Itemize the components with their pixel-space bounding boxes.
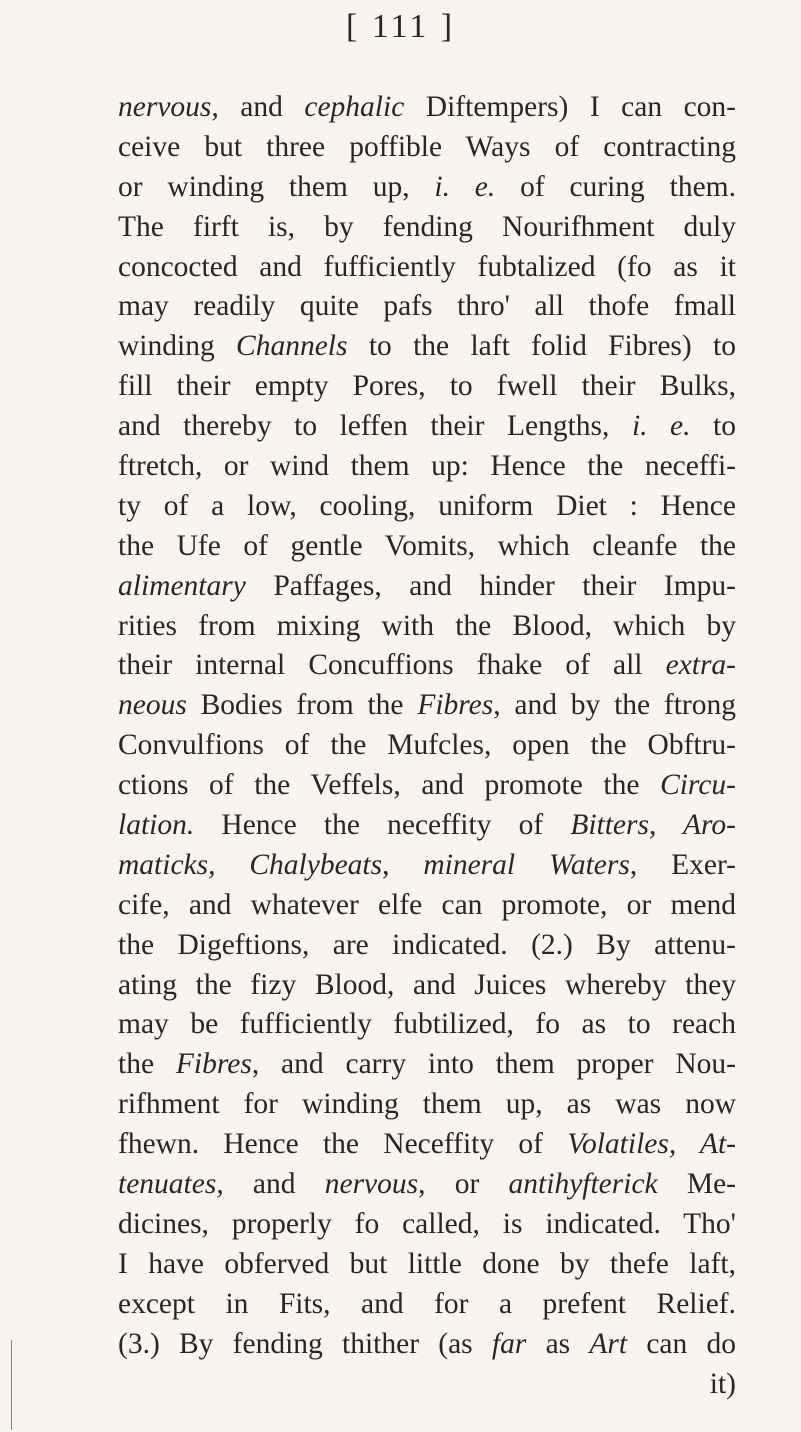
text-span: ctions of the Veffels, and promote the [118, 769, 661, 802]
text-line [118, 726, 736, 766]
italic-text: Circu- [660, 769, 736, 802]
text-span: ty of a low, cooling, uniform Diet : Hence [118, 489, 736, 522]
text-span: ceive but three poffible Ways of contracting [118, 130, 736, 163]
italic-text: lation. [118, 809, 195, 842]
text-line [118, 1285, 736, 1325]
text-span: as [526, 1327, 590, 1360]
italic-text: Art [589, 1327, 628, 1360]
text-span: Paffages, and hinder their Impu- [245, 569, 736, 602]
text-span: and [240, 91, 305, 123]
text-span: and thereby to leffen their Lengths, [118, 410, 632, 443]
text-span: winding [118, 330, 237, 363]
text-span: , Exer- [629, 848, 737, 881]
text-span: fhewn. Hence the Neceffity of [118, 1128, 568, 1161]
italic-text: i. e. [434, 170, 496, 203]
text-line [118, 607, 736, 647]
text-span: may be fufficiently fubtilized, fo as to reach [118, 1008, 736, 1041]
text-span: may readily quite pafs thro' all thofe fmall [118, 290, 736, 323]
text-span: except in Fits, and for a prefent Relief. [118, 1287, 736, 1320]
italic-text: antihyfterick [508, 1168, 658, 1201]
italic-text: nervous [324, 1168, 419, 1201]
text-span: rities from mixing with the Blood, which by [118, 609, 736, 642]
text-span: ating the fizy Blood, and Juices whereby they [118, 968, 736, 1001]
text-line [118, 1205, 736, 1245]
text-line [118, 846, 736, 886]
text-line [118, 128, 736, 168]
text-line [118, 527, 736, 567]
text-line [118, 447, 736, 487]
text-span: of curing them. [495, 170, 736, 203]
text-span: cife, and whatever elfe can promote, or mend [118, 888, 736, 921]
text-line [118, 1125, 736, 1165]
italic-text: alimentary [118, 569, 246, 602]
text-span: their internal Concuffions fhake of all [118, 649, 666, 682]
italic-text: i. e. [631, 410, 691, 443]
italic-text: nervous, [118, 91, 241, 123]
italic-text: Bitters, Aro- [570, 809, 736, 842]
text-span: Diftempers) I can con- [404, 91, 737, 123]
body-text [118, 88, 736, 1404]
text-line [118, 966, 736, 1006]
text-line [118, 766, 736, 806]
italic-text: mineral Waters [423, 848, 630, 881]
text-line [118, 1325, 736, 1365]
page-number: [ 111 ] [345, 8, 456, 45]
margin-rule [11, 1340, 12, 1430]
text-line [118, 1085, 736, 1125]
text-span: Hence the neceffity of [194, 809, 571, 842]
text-line [118, 806, 736, 846]
text-span: The firft is, by fending Nourifhment duly [118, 210, 736, 243]
text-line [118, 1005, 736, 1045]
text-line [118, 208, 736, 248]
text-span: the Digeftions, are indicated. (2.) By attenu- [118, 928, 736, 961]
italic-text: Fibres [417, 689, 494, 722]
text-span: or winding them up, [118, 170, 435, 203]
text-span: Me- [657, 1168, 737, 1201]
text-line [118, 886, 736, 926]
text-line [118, 1245, 736, 1285]
text-span: , and [216, 1168, 325, 1201]
text-line [118, 567, 736, 607]
italic-text: cephalic [304, 91, 405, 123]
text-span: to the laft folid Fibres) to [347, 330, 736, 363]
text-span: , and by the ftrong [493, 689, 736, 722]
text-span: (3.) By fending thither (as [118, 1327, 492, 1360]
text-span: it) [709, 1367, 736, 1400]
text-line [118, 1365, 736, 1405]
text-line [118, 1165, 736, 1205]
text-line [118, 1045, 736, 1085]
text-span: Bodies from the [186, 689, 418, 722]
text-line [118, 407, 736, 447]
text-line [118, 686, 736, 726]
italic-text: far [491, 1327, 527, 1360]
text-span: , or [418, 1168, 509, 1201]
text-span: can do [627, 1327, 737, 1360]
italic-text: tenuates [118, 1168, 217, 1201]
text-span: concocted and fufficiently fubtalized (fo as it [118, 250, 736, 283]
italic-text: Fibres [175, 1048, 252, 1081]
italic-text: neous [118, 689, 187, 722]
text-line [118, 646, 736, 686]
italic-text: extra- [665, 649, 736, 682]
text-span: I have obferved but little done by thefe laft, [118, 1247, 736, 1280]
text-span: rifhment for winding them up, as was now [118, 1088, 736, 1121]
text-line [118, 287, 736, 327]
text-line [118, 367, 736, 407]
text-line [118, 88, 736, 128]
text-span: to [690, 410, 736, 443]
text-span: Convulfions of the Mufcles, open the Obftru- [118, 729, 736, 762]
text-span: the [118, 1048, 176, 1081]
text-span: the Ufe of gentle Vomits, which cleanfe the [118, 529, 736, 562]
text-span: , [382, 848, 424, 881]
text-line [118, 168, 736, 208]
text-span: dicines, properly fo called, is indicated. Tho' [118, 1207, 736, 1240]
text-line [118, 248, 736, 288]
text-line [118, 926, 736, 966]
text-span: , and carry into them proper Nou- [251, 1048, 736, 1081]
text-span: ftretch, or wind them up: Hence the neceffi- [118, 450, 736, 483]
text-span: fill their empty Pores, to fwell their Bulks, [118, 370, 736, 403]
italic-text: Channels [236, 330, 348, 363]
italic-text: maticks, Chalybeats [118, 848, 383, 881]
text-line [118, 487, 736, 527]
italic-text: Volatiles, At- [567, 1128, 736, 1161]
text-line [118, 327, 736, 367]
